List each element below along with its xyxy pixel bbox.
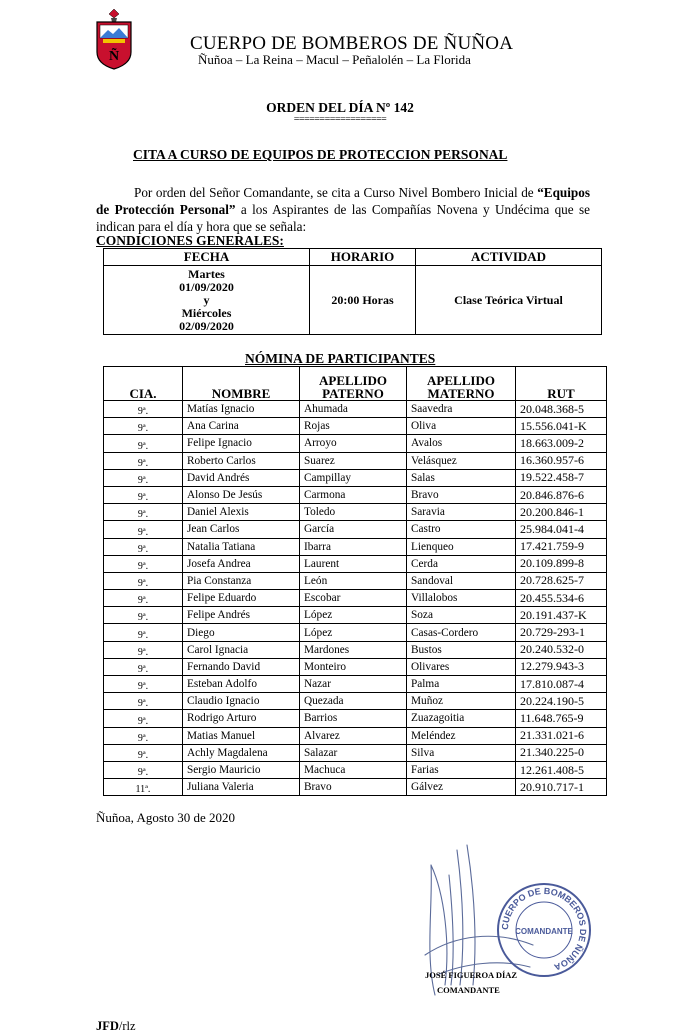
participant-nombre: Fernando David [183,658,300,675]
participants-header-paterno: APELLIDO PATERNO [300,367,407,401]
participant-rut: 20.729-293-1 [516,624,607,641]
paragraph-text-2: a los Aspirantes de las Compañías Novena y Undécima que se indican para el día y hora que se señala: [96,202,590,234]
participant-apellido-paterno: Machuca [300,761,407,778]
participant-apellido-materno: Muñoz [407,693,516,710]
participant-nombre: Sergio Mauricio [183,761,300,778]
participant-nombre: Natalia Tatiana [183,538,300,555]
subject-line: CITA A CURSO DE EQUIPOS DE PROTECCION PERSONAL [133,147,508,162]
participant-nombre: Roberto Carlos [183,452,300,469]
participant-rut: 11.648.765-9 [516,710,607,727]
schedule-actividad-cell: Clase Teórica Virtual [416,266,602,335]
participant-cia: 9ª. [104,710,183,727]
participant-cia: 9ª. [104,418,183,435]
participant-apellido-materno: Sandoval [407,572,516,589]
schedule-header-actividad: ACTIVIDAD [416,249,602,266]
participant-rut: 15.556.041-K [516,418,607,435]
participant-nombre: Rodrigo Arturo [183,710,300,727]
participant-apellido-paterno: López [300,607,407,624]
svg-text:COMANDANTE: COMANDANTE [515,927,573,936]
participant-nombre: Achly Magdalena [183,744,300,761]
participant-row [104,504,607,521]
participant-row [104,744,607,761]
participant-apellido-paterno: Bravo [300,779,407,796]
participant-cia: 9ª. [104,401,183,418]
participant-apellido-materno: Castro [407,521,516,538]
participant-apellido-paterno: Campillay [300,469,407,486]
order-title-rule: ================== [293,114,387,125]
participants-header-rut: RUT [516,367,607,401]
participant-cia: 9ª. [104,727,183,744]
participant-rut: 20.048.368-5 [516,401,607,418]
participant-apellido-paterno: López [300,624,407,641]
participant-rut: 16.360.957-6 [516,452,607,469]
participant-rut: 18.663.009-2 [516,435,607,452]
participant-apellido-materno: Gálvez [407,779,516,796]
participants-table [103,366,607,796]
participant-rut: 20.728.625-7 [516,572,607,589]
schedule-fecha-cell [104,266,310,335]
participant-apellido-materno: Zuazagoitia [407,710,516,727]
participant-nombre: Ana Carina [183,418,300,435]
participant-nombre: Alonso De Jesús [183,486,300,503]
participant-apellido-materno: Casas-Cordero [407,624,516,641]
organization-locations: Ñuñoa – La Reina – Macul – Peñalolén – La Florida [198,52,471,67]
participant-apellido-paterno: Alvarez [300,727,407,744]
organization-name: CUERPO DE BOMBEROS DE ÑUÑOA [190,33,514,54]
participant-nombre: Felipe Ignacio [183,435,300,452]
schedule-horario-cell: 20:00 Horas [310,266,416,335]
participants-header-cia: CIA. [104,367,183,401]
participant-apellido-materno: Oliva [407,418,516,435]
order-title: ORDEN DEL DÍA Nº 142 [266,100,414,115]
participant-nombre: Esteban Adolfo [183,676,300,693]
participant-apellido-paterno: Ahumada [300,401,407,418]
participant-apellido-materno: Bravo [407,486,516,503]
participant-row [104,538,607,555]
fecha-line: 02/09/2020 [179,318,234,333]
participant-apellido-materno: Salas [407,469,516,486]
participant-rut: 19.522.458-7 [516,469,607,486]
participant-nombre: Pia Constanza [183,572,300,589]
participant-cia: 9ª. [104,693,183,710]
participant-apellido-materno: Lienqueo [407,538,516,555]
participant-nombre: Daniel Alexis [183,504,300,521]
participant-row [104,607,607,624]
fecha-line: y [203,292,210,307]
participant-nombre: Carol Ignacia [183,641,300,658]
participant-row [104,452,607,469]
participant-apellido-materno: Palma [407,676,516,693]
schedule-header-fecha: FECHA [104,249,310,266]
participant-apellido-materno: Silva [407,744,516,761]
fecha-line: Martes [188,266,225,281]
participants-header-nombre: NOMBRE [183,367,300,401]
participant-apellido-materno: Velásquez [407,452,516,469]
participant-rut: 12.261.408-5 [516,761,607,778]
participant-apellido-materno: Saavedra [407,401,516,418]
fire-department-logo [95,8,133,70]
participant-row [104,521,607,538]
body-paragraph [96,184,590,235]
participant-rut: 17.421.759-9 [516,538,607,555]
participant-apellido-paterno: Salazar [300,744,407,761]
participant-cia: 9ª. [104,521,183,538]
participant-row [104,555,607,572]
participant-rut: 20.109.899-8 [516,555,607,572]
participant-row [104,761,607,778]
participant-apellido-paterno: Quezada [300,693,407,710]
schedule-header-horario: HORARIO [310,249,416,266]
participant-apellido-paterno: Rojas [300,418,407,435]
participant-rut: 20.455.534-6 [516,590,607,607]
participants-header-materno: APELLIDO MATERNO [407,367,516,401]
participant-nombre: Claudio Ignacio [183,693,300,710]
participant-rut: 21.331.021-6 [516,727,607,744]
participant-cia: 9ª. [104,607,183,624]
participant-apellido-paterno: Ibarra [300,538,407,555]
participant-rut: 20.910.717-1 [516,779,607,796]
participant-nombre: Jean Carlos [183,521,300,538]
participant-row [104,590,607,607]
participant-row [104,779,607,796]
participant-cia: 9ª. [104,676,183,693]
participant-cia: 9ª. [104,761,183,778]
document-initials [96,1019,136,1034]
participant-apellido-materno: Villalobos [407,590,516,607]
participant-rut: 20.224.190-5 [516,693,607,710]
participant-row [104,710,607,727]
participant-apellido-paterno: Suarez [300,452,407,469]
participant-apellido-paterno: Barrios [300,710,407,727]
participant-cia: 9ª. [104,469,183,486]
participant-rut: 20.240.532-0 [516,641,607,658]
participant-cia: 9ª. [104,538,183,555]
participant-nombre: Matias Manuel [183,727,300,744]
participant-cia: 9ª. [104,590,183,607]
participant-rut: 21.340.225-0 [516,744,607,761]
participant-nombre: Diego [183,624,300,641]
conditions-title: CONDICIONES GENERALES: [96,233,284,248]
participant-cia: 9ª. [104,572,183,589]
participant-apellido-materno: Cerda [407,555,516,572]
participant-row [104,641,607,658]
participant-apellido-paterno: Nazar [300,676,407,693]
participant-rut: 25.984.041-4 [516,521,607,538]
participant-apellido-materno: Olivares [407,658,516,675]
participant-rut: 20.846.876-6 [516,486,607,503]
initials-rest: /rlz [118,1019,136,1033]
participant-row [104,469,607,486]
participant-row [104,486,607,503]
participant-row [104,693,607,710]
participant-apellido-paterno: García [300,521,407,538]
fecha-line: Miércoles [181,305,232,320]
participant-rut: 20.191.437-K [516,607,607,624]
participant-apellido-materno: Saravia [407,504,516,521]
participant-cia: 9ª. [104,555,183,572]
participant-rut: 12.279.943-3 [516,658,607,675]
participant-cia: 9ª. [104,435,183,452]
participant-rut: 20.200.846-1 [516,504,607,521]
participant-nombre: Matías Ignacio [183,401,300,418]
participant-cia: 9ª. [104,624,183,641]
participant-apellido-paterno: Arroyo [300,435,407,452]
participant-row [104,676,607,693]
participant-apellido-paterno: Escobar [300,590,407,607]
participant-row [104,624,607,641]
official-stamp [494,880,594,980]
participant-apellido-materno: Farias [407,761,516,778]
participant-apellido-paterno: Monteiro [300,658,407,675]
participant-apellido-paterno: Carmona [300,486,407,503]
participants-body [104,401,607,796]
participant-apellido-paterno: Mardones [300,641,407,658]
participant-cia: 9ª. [104,744,183,761]
participant-cia: 9ª. [104,486,183,503]
participant-row [104,572,607,589]
participant-cia: 9ª. [104,641,183,658]
participant-nombre: Juliana Valeria [183,779,300,796]
participant-row [104,401,607,418]
fecha-line: 01/09/2020 [179,279,234,294]
participant-row [104,418,607,435]
participant-cia: 9ª. [104,504,183,521]
paragraph-text-1: Por orden del Señor Comandante, se cita a Curso Nivel Bombero Inicial de [134,185,538,200]
date-line: Ñuñoa, Agosto 30 de 2020 [96,810,236,825]
participant-cia: 9ª. [104,658,183,675]
participant-apellido-paterno: Toledo [300,504,407,521]
participant-apellido-materno: Avalos [407,435,516,452]
participant-cia: 9ª. [104,452,183,469]
participant-apellido-materno: Meléndez [407,727,516,744]
signer-name: JOSÉ FIGUEROA DÍAZ [425,970,518,980]
initials-bold: JFD [96,1019,119,1033]
participant-row [104,727,607,744]
participant-apellido-paterno: León [300,572,407,589]
svg-text:Ñ: Ñ [108,49,120,64]
paragraph-course-name: “Equipos de Protección Personal” [96,185,590,217]
schedule-table [103,248,602,335]
participant-apellido-materno: Soza [407,607,516,624]
svg-text:CUERPO DE BOMBEROS DE ÑUÑOA: CUERPO DE BOMBEROS DE ÑUÑOA [499,885,589,973]
participant-row [104,658,607,675]
signer-role: COMANDANTE [437,985,500,995]
participant-rut: 17.810.087-4 [516,676,607,693]
participant-nombre: David Andrés [183,469,300,486]
participant-row [104,435,607,452]
participants-title: NÓMINA DE PARTICIPANTES [245,351,436,366]
participant-cia: 11ª. [104,779,183,796]
participant-nombre: Josefa Andrea [183,555,300,572]
participant-nombre: Felipe Andrés [183,607,300,624]
participant-apellido-materno: Bustos [407,641,516,658]
participant-apellido-paterno: Laurent [300,555,407,572]
participant-nombre: Felipe Eduardo [183,590,300,607]
